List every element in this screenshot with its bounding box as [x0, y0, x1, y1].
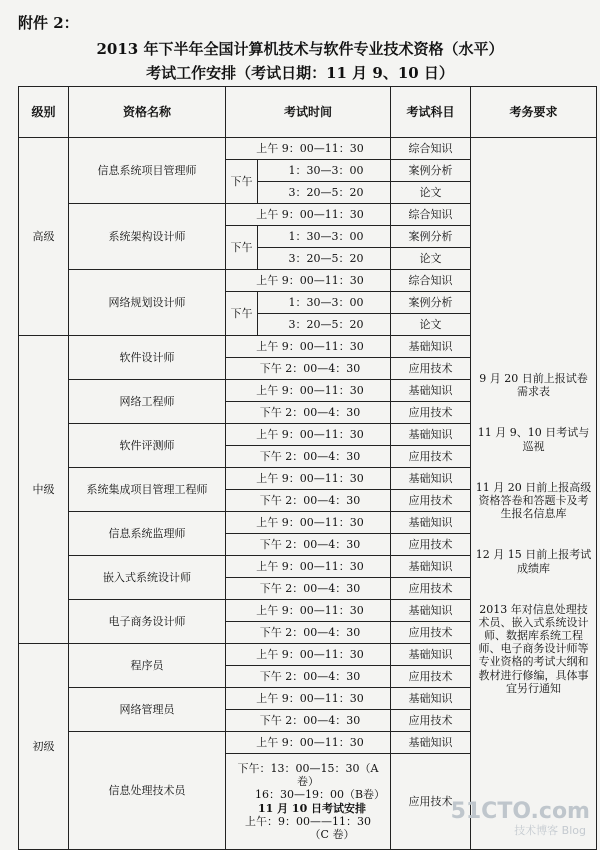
qualification-name: 系统架构设计师: [69, 204, 226, 270]
afternoon-label: 下午: [226, 226, 258, 270]
watermark-subtitle: 技术博客 Blog: [514, 824, 586, 837]
header-requirements: 考务要求: [471, 87, 597, 138]
document-subtitle: 考试工作安排（考试日期：11 月 9、10 日）: [146, 64, 454, 82]
exam-time: 上午 9：00—11：30: [226, 336, 391, 358]
level-senior: 高级: [19, 138, 69, 336]
exam-subject: 应用技术: [391, 666, 471, 688]
exam-subject: 案例分析: [391, 292, 471, 314]
exam-subject: 应用技术: [391, 358, 471, 380]
exam-subject: 综合知识: [391, 204, 471, 226]
exam-subject: 基础知识: [391, 556, 471, 578]
exam-subject: 基础知识: [391, 688, 471, 710]
requirement-item: 11 月 9、10 日考试与巡视: [477, 426, 590, 453]
exam-subject: 应用技术: [391, 402, 471, 424]
exam-time: 1：30—3：00: [258, 160, 391, 182]
exam-time: 1：30—3：00: [258, 292, 391, 314]
exam-time: 上午 9：00—11：30: [226, 732, 391, 754]
requirement-item: 12 月 15 日前上报考试成绩库: [475, 548, 592, 575]
header-row: [19, 87, 597, 138]
exam-subject: 应用技术: [391, 534, 471, 556]
requirement-item: 11 月 20 日前上报高级资格答卷和答题卡及考生报名信息库: [475, 480, 592, 521]
exam-time: 上午 9：00—11：30: [226, 600, 391, 622]
attachment-label: 附件 2：: [18, 14, 79, 32]
exam-time: 下午 2：00—4：30: [226, 622, 391, 644]
header-qualification: 资格名称: [69, 87, 226, 138]
qualification-name: 系统集成项目管理工程师: [69, 468, 226, 512]
exam-time: 上午 9：00—11：30: [226, 204, 391, 226]
exam-subject: 论文: [391, 248, 471, 270]
exam-time: 下午 2：00—4：30: [226, 666, 391, 688]
header-level: 级别: [19, 87, 69, 138]
exam-schedule-table: [18, 86, 597, 850]
exam-subject: 应用技术: [391, 446, 471, 468]
exam-time: 3：20—5：20: [258, 182, 391, 204]
exam-time: 下午 2：00—4：30: [226, 358, 391, 380]
exam-time: 上午 9：00—11：30: [226, 138, 391, 160]
exam-time: 上午 9：00—11：30: [226, 556, 391, 578]
exam-time: 下午 2：00—4：30: [226, 534, 391, 556]
exam-time: 上午 9：00—11：30: [226, 424, 391, 446]
exam-time-line: 11 月 10 日考试安排: [257, 801, 367, 815]
exam-time: 上午 9：00—11：30: [226, 688, 391, 710]
afternoon-label: 下午: [226, 160, 258, 204]
qualification-name: 网络工程师: [69, 380, 226, 424]
exam-time: 上午 9：00—11：30: [226, 468, 391, 490]
exam-time: 下午 2：00—4：30: [226, 710, 391, 732]
exam-subject: 应用技术: [391, 490, 471, 512]
table-row: [19, 138, 597, 160]
qualification-name: 网络规划设计师: [69, 270, 226, 336]
afternoon-label: 下午: [226, 292, 258, 336]
exam-time: 上午 9：00—11：30: [226, 270, 391, 292]
exam-time: 3：20—5：20: [258, 314, 391, 336]
exam-subject: 基础知识: [391, 380, 471, 402]
qualification-name: 程序员: [69, 644, 226, 688]
exam-time: 上午 9：00—11：30: [226, 380, 391, 402]
header-subject: 考试科目: [391, 87, 471, 138]
exam-subject: 基础知识: [391, 600, 471, 622]
qualification-name: 软件评测师: [69, 424, 226, 468]
document-title: 2013 年下半年全国计算机技术与软件专业技术资格（水平）: [96, 40, 504, 58]
exam-time-detail: [226, 754, 391, 850]
exam-subject: 基础知识: [391, 512, 471, 534]
level-junior: 初级: [19, 644, 69, 850]
exam-subject: 论文: [391, 182, 471, 204]
exam-time: 1：30—3：00: [258, 226, 391, 248]
exam-subject: 综合知识: [391, 138, 471, 160]
exam-subject: 应用技术: [391, 754, 471, 850]
exam-subject: 案例分析: [391, 160, 471, 182]
qualification-name: 信息系统监理师: [69, 512, 226, 556]
exam-subject: 基础知识: [391, 732, 471, 754]
qualification-name: 信息处理技术员: [69, 732, 226, 850]
requirement-item: 9 月 20 日前上报试卷需求表: [479, 372, 588, 399]
exam-subject: 基础知识: [391, 336, 471, 358]
exam-subject: 基础知识: [391, 424, 471, 446]
exam-time: 下午 2：00—4：30: [226, 402, 391, 424]
exam-time: 上午 9：00—11：30: [226, 512, 391, 534]
exam-time: 下午 2：00—4：30: [226, 578, 391, 600]
exam-subject: 综合知识: [391, 270, 471, 292]
exam-time: 上午 9：00—11：30: [226, 644, 391, 666]
exam-subject: 应用技术: [391, 578, 471, 600]
exam-time: 下午 2：00—4：30: [226, 446, 391, 468]
exam-subject: 论文: [391, 314, 471, 336]
exam-time-line: 16：30—19：00（B卷）: [254, 788, 386, 802]
level-middle: 中级: [19, 336, 69, 644]
qualification-name: 网络管理员: [69, 688, 226, 732]
exam-time-line: （C 卷）: [309, 827, 355, 841]
requirements-cell: [471, 138, 597, 850]
qualification-name: 嵌入式系统设计师: [69, 556, 226, 600]
exam-subject: 基础知识: [391, 468, 471, 490]
exam-subject: 案例分析: [391, 226, 471, 248]
exam-subject: 基础知识: [391, 644, 471, 666]
exam-subject: 应用技术: [391, 622, 471, 644]
requirement-item: 2013 年对信息处理技术员、嵌入式系统设计师、数据库系统工程师、电子商务设计师等专业资格的考试大纲和教材进行修编，具体事宜另行通知: [478, 602, 589, 695]
qualification-name: 电子商务设计师: [69, 600, 226, 644]
header-time: 考试时间: [226, 87, 391, 138]
exam-time-line: 下午：13：00—15：30（A卷）: [237, 761, 379, 789]
exam-time: 3：20—5：20: [258, 248, 391, 270]
watermark: 51CTO.com: [450, 799, 590, 824]
exam-subject: 应用技术: [391, 710, 471, 732]
qualification-name: 软件设计师: [69, 336, 226, 380]
qualification-name: 信息系统项目管理师: [69, 138, 226, 204]
exam-time-line: 上午：9：00——11：30: [245, 814, 371, 828]
exam-time: 下午 2：00—4：30: [226, 490, 391, 512]
